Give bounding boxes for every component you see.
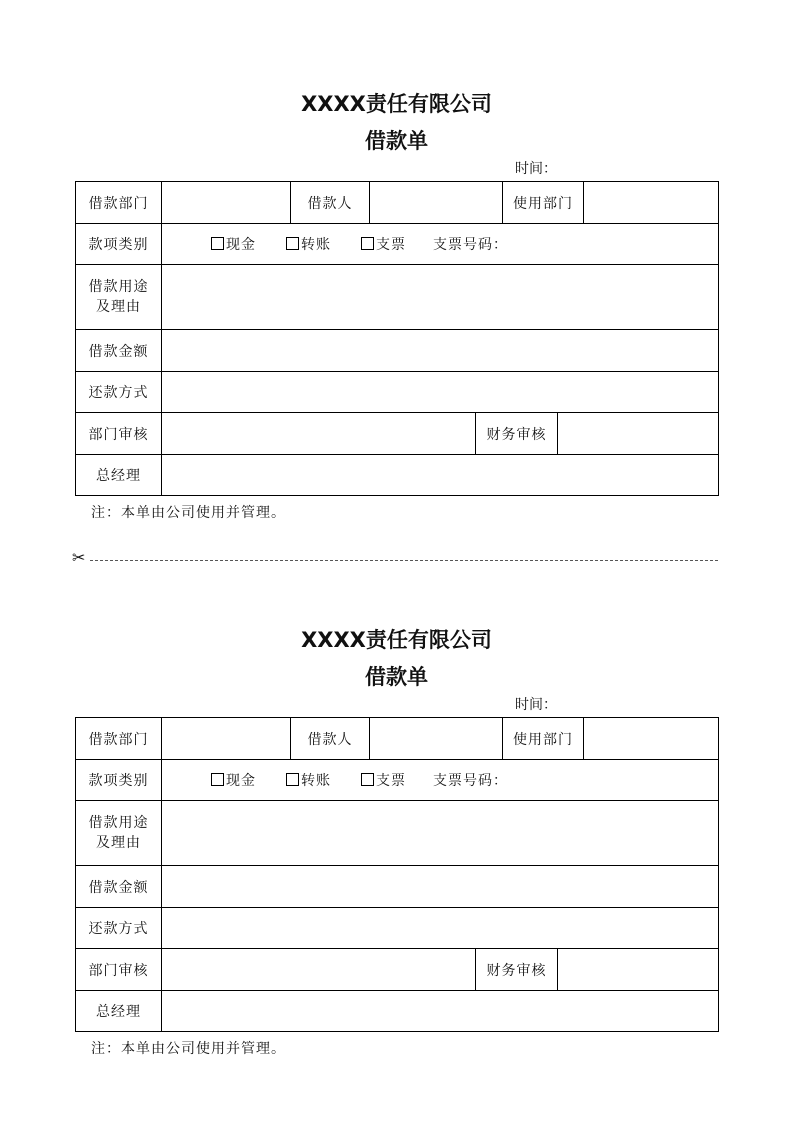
repay-label: 还款方式: [76, 908, 162, 949]
row-purpose: [76, 801, 719, 866]
option-label: 支票: [376, 773, 406, 789]
row-amount: [76, 866, 719, 908]
cheque-number-label: 支票号码：: [433, 773, 508, 789]
cut-line: [72, 548, 718, 568]
purpose-label: [76, 265, 162, 330]
option-label: 现金: [226, 773, 256, 789]
form-note: 注：本单由公司使用并管理。: [91, 1041, 286, 1057]
gm-label: 总经理: [76, 991, 162, 1032]
loan-table: [75, 181, 719, 496]
row-repay: [76, 908, 719, 949]
borrower-label: 借款人: [291, 182, 370, 224]
option-transfer[interactable]: [286, 770, 331, 790]
row-category: [76, 224, 719, 265]
amount-field[interactable]: [162, 330, 719, 372]
company-name: XXXX责任有限公司: [301, 628, 492, 652]
dashed-divider: [90, 560, 718, 561]
finance-review-field[interactable]: [558, 949, 719, 991]
borrower-field[interactable]: [370, 718, 503, 760]
purpose-label-line1: 借款用途: [88, 815, 149, 831]
purpose-label-line2: 及理由: [96, 299, 141, 315]
finance-review-label: 财务审核: [476, 949, 558, 991]
amount-label: 借款金额: [76, 866, 162, 908]
row-review: [76, 413, 719, 455]
option-label: 转账: [301, 773, 331, 789]
dept-field[interactable]: [162, 718, 291, 760]
category-options: [162, 224, 719, 265]
dept-review-label: 部门审核: [76, 413, 162, 455]
dept-label: 借款部门: [76, 182, 162, 224]
loan-table: [75, 717, 719, 1032]
purpose-field[interactable]: [162, 265, 719, 330]
cheque-number-label: 支票号码：: [433, 237, 508, 253]
time-label: 时间：: [515, 697, 557, 713]
dept-review-label: 部门审核: [76, 949, 162, 991]
time-label: 时间：: [515, 161, 557, 177]
amount-label: 借款金额: [76, 330, 162, 372]
checkbox-icon[interactable]: [211, 773, 224, 786]
option-cheque[interactable]: [361, 770, 406, 790]
repay-label: 还款方式: [76, 372, 162, 413]
amount-field[interactable]: [162, 866, 719, 908]
row-gm: [76, 455, 719, 496]
use-dept-field[interactable]: [584, 182, 719, 224]
borrower-label: 借款人: [291, 718, 370, 760]
finance-review-label: 财务审核: [476, 413, 558, 455]
row-amount: [76, 330, 719, 372]
purpose-label-line2: 及理由: [96, 835, 141, 851]
repay-field[interactable]: [162, 908, 719, 949]
option-label: 转账: [301, 237, 331, 253]
category-label: 款项类别: [76, 224, 162, 265]
checkbox-icon[interactable]: [361, 773, 374, 786]
purpose-label-line1: 借款用途: [88, 279, 149, 295]
checkbox-icon[interactable]: [211, 237, 224, 250]
option-label: 现金: [226, 237, 256, 253]
option-cash[interactable]: [211, 770, 256, 790]
row-gm: [76, 991, 719, 1032]
row-purpose: [76, 265, 719, 330]
form-title: 借款单: [365, 665, 428, 689]
dept-review-field[interactable]: [162, 949, 476, 991]
gm-label: 总经理: [76, 455, 162, 496]
row-review: [76, 949, 719, 991]
gm-field[interactable]: [162, 455, 719, 496]
checkbox-icon[interactable]: [286, 773, 299, 786]
company-name: XXXX责任有限公司: [301, 92, 492, 116]
dept-review-field[interactable]: [162, 413, 476, 455]
use-dept-field[interactable]: [584, 718, 719, 760]
finance-review-field[interactable]: [558, 413, 719, 455]
option-label: 支票: [376, 237, 406, 253]
purpose-label: [76, 801, 162, 866]
gm-field[interactable]: [162, 991, 719, 1032]
row-repay: [76, 372, 719, 413]
borrower-field[interactable]: [370, 182, 503, 224]
checkbox-icon[interactable]: [286, 237, 299, 250]
use-dept-label: 使用部门: [503, 182, 584, 224]
category-options: [162, 760, 719, 801]
use-dept-label: 使用部门: [503, 718, 584, 760]
category-label: 款项类别: [76, 760, 162, 801]
checkbox-icon[interactable]: [361, 237, 374, 250]
form-title: 借款单: [365, 129, 428, 153]
row-dept: [76, 718, 719, 760]
purpose-field[interactable]: [162, 801, 719, 866]
row-category: [76, 760, 719, 801]
row-dept: [76, 182, 719, 224]
option-transfer[interactable]: [286, 234, 331, 254]
dept-label: 借款部门: [76, 718, 162, 760]
option-cheque[interactable]: [361, 234, 406, 254]
option-cash[interactable]: [211, 234, 256, 254]
repay-field[interactable]: [162, 372, 719, 413]
form-note: 注：本单由公司使用并管理。: [91, 505, 286, 521]
dept-field[interactable]: [162, 182, 291, 224]
scissors-icon: ✂: [72, 548, 86, 567]
